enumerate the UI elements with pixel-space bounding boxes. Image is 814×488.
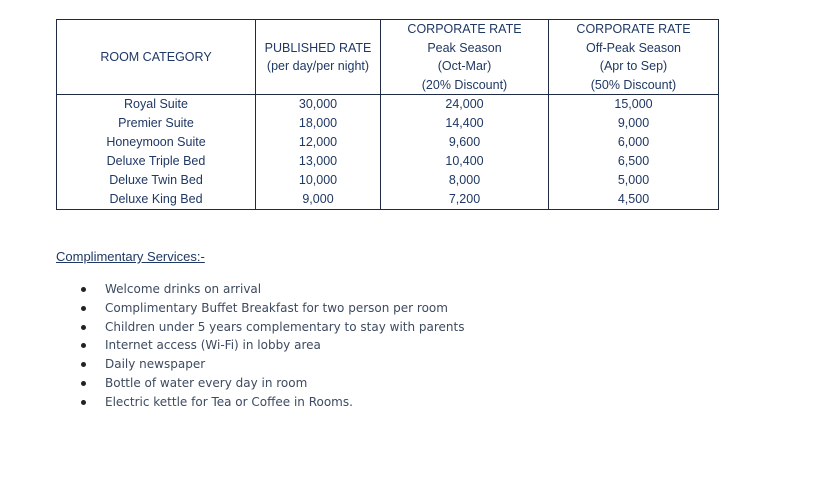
complimentary-services-list xyxy=(78,280,464,412)
room-category-cell: Premier Suite xyxy=(118,116,194,130)
published-rate-cell: 18,000 xyxy=(298,116,338,130)
service-text: Welcome drinks on arrival xyxy=(105,282,262,296)
off-peak-rate-column xyxy=(549,95,719,210)
bullet-icon xyxy=(81,400,86,405)
off-peak-rate-cell: 4,500 xyxy=(617,192,650,206)
room-rate-table xyxy=(56,19,719,210)
header-line: (50% Discount) xyxy=(590,77,677,92)
header-line: (per day/per night) xyxy=(266,59,370,73)
service-text: Bottle of water every day in room xyxy=(105,375,308,390)
header-published-rate xyxy=(256,20,381,95)
header-line: CORPORATE RATE xyxy=(576,22,691,36)
list-item xyxy=(78,374,464,393)
header-room-category xyxy=(57,20,256,95)
complimentary-services-title: Complimentary Services:- xyxy=(56,249,205,264)
peak-rate-cell: 7,200 xyxy=(448,192,481,206)
header-line: ROOM CATEGORY xyxy=(100,49,212,64)
room-category-cell: Deluxe Twin Bed xyxy=(109,173,203,187)
bullet-icon xyxy=(81,287,86,292)
published-rate-cell: 30,000 xyxy=(298,97,338,111)
peak-rate-column xyxy=(381,95,549,210)
header-corporate-peak xyxy=(381,20,549,95)
bullet-icon xyxy=(81,343,86,348)
header-line: (Oct-Mar) xyxy=(437,59,492,73)
header-line: (Apr to Sep) xyxy=(599,59,668,73)
list-item xyxy=(78,355,464,374)
list-item xyxy=(78,318,464,337)
list-item xyxy=(78,393,464,412)
list-item xyxy=(78,299,464,318)
published-rate-cell: 12,000 xyxy=(298,135,338,149)
peak-rate-cell: 24,000 xyxy=(445,97,484,111)
bullet-icon xyxy=(81,381,86,386)
published-rate-cell: 13,000 xyxy=(298,154,338,168)
published-rate-cell: 10,000 xyxy=(298,173,338,187)
table-header-row xyxy=(57,20,719,95)
list-item xyxy=(78,336,464,355)
list-item xyxy=(78,280,464,299)
table-body-row xyxy=(57,95,719,210)
room-category-cell: Honeymoon Suite xyxy=(106,135,206,149)
peak-rate-cell: 9,600 xyxy=(448,135,481,149)
bullet-icon xyxy=(81,362,86,367)
off-peak-rate-cell: 15,000 xyxy=(614,97,653,111)
published-rate-column xyxy=(256,95,381,210)
bullet-icon xyxy=(81,325,86,330)
off-peak-rate-cell: 6,000 xyxy=(617,135,650,149)
header-line: Off-Peak Season xyxy=(586,40,681,55)
off-peak-rate-cell: 6,500 xyxy=(617,154,650,168)
service-text: Electric kettle for Tea or Coffee in Rooms. xyxy=(105,394,353,409)
service-text: Children under 5 years complementary to stay with parents xyxy=(105,319,465,334)
off-peak-rate-cell: 9,000 xyxy=(617,116,650,130)
peak-rate-cell: 14,400 xyxy=(445,116,484,130)
room-category-cell: Royal Suite xyxy=(124,97,188,111)
header-line: Peak Season xyxy=(427,40,502,55)
header-corporate-off-peak xyxy=(549,20,719,95)
header-line: PUBLISHED RATE xyxy=(264,40,372,55)
bullet-icon xyxy=(81,306,86,311)
room-category-cell: Deluxe King Bed xyxy=(109,192,203,206)
peak-rate-cell: 8,000 xyxy=(448,173,481,187)
room-category-cell: Deluxe Triple Bed xyxy=(106,154,206,168)
off-peak-rate-cell: 5,000 xyxy=(617,173,650,187)
published-rate-cell: 9,000 xyxy=(302,192,334,206)
room-category-column xyxy=(57,95,256,210)
service-text: Daily newspaper xyxy=(105,357,206,372)
header-line: (20% Discount) xyxy=(421,77,508,92)
service-text: Internet access (Wi-Fi) in lobby area xyxy=(105,338,321,353)
service-text: Complimentary Buffet Breakfast for two person per room xyxy=(105,300,448,315)
header-line: CORPORATE RATE xyxy=(407,22,522,36)
peak-rate-cell: 10,400 xyxy=(445,154,484,168)
